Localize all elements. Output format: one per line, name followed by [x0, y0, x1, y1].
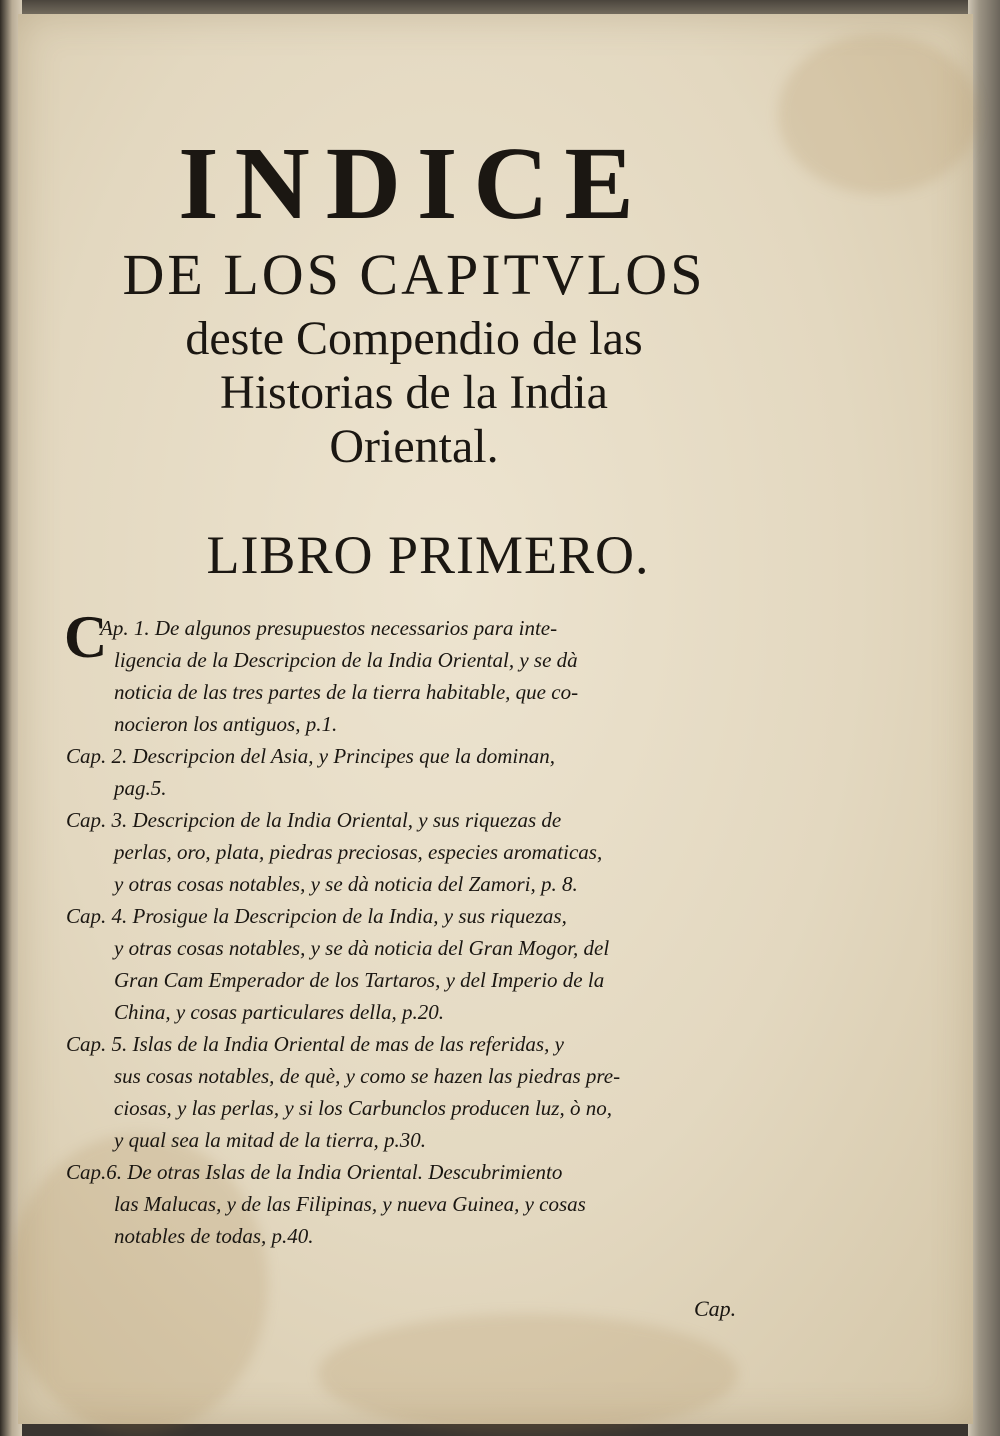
- entry-line: ligencia de la Descripcion de la India Oriental, y se dà: [114, 648, 578, 672]
- entry-line: noticia de las tres partes de la tierra habitable, que co-: [114, 680, 579, 704]
- entry-line: Cap. 5. Islas de la India Oriental de mas de las referidas, y: [66, 1032, 564, 1056]
- entry-line: Cap.6. De otras Islas de la India Oriental. Descubrimiento: [66, 1160, 563, 1184]
- entry-line: Ap. 1. De algunos presupuestos necessarios para inte-: [100, 616, 558, 640]
- subtitle-line: deste Compendio de las: [185, 312, 643, 365]
- subtitle-line: Historias de la India: [220, 365, 608, 419]
- entry-line: notables de todas, p.40.: [114, 1224, 314, 1248]
- chapter-entry: [66, 1028, 746, 1156]
- entry-line: y otras cosas notables, y se dà noticia del Zamori, p. 8.: [114, 872, 578, 896]
- title-subtitle: [64, 312, 764, 473]
- catchword: Cap.: [694, 1296, 737, 1321]
- entry-line: pag.5.: [114, 776, 167, 800]
- book-page: [18, 14, 973, 1424]
- title-de-los-capitulos: DE LOS CAPITVLOS: [122, 242, 706, 307]
- section-heading: LIBRO PRIMERO.: [206, 525, 650, 585]
- entry-line: Cap. 4. Prosigue la Descripcion de la India, y sus riquezas,: [66, 904, 567, 928]
- chapter-entry: [66, 804, 746, 900]
- entry-line: Cap. 3. Descripcion de la India Oriental, y sus riquezas de: [66, 808, 562, 832]
- chapter-entry: [66, 900, 746, 1028]
- entry-line: y qual sea la mitad de la tierra, p.30.: [114, 1128, 427, 1152]
- entry-line: sus cosas notables, de què, y como se hazen las piedras pre-: [114, 1064, 621, 1088]
- drop-cap: C: [64, 604, 108, 670]
- entry-line: China, y cosas particulares della, p.20.: [114, 1000, 444, 1024]
- chapter-entry: [64, 604, 746, 740]
- chapter-list: [64, 604, 746, 1252]
- subtitle-line: Oriental.: [329, 419, 499, 473]
- chapter-entry: [66, 1156, 746, 1252]
- entry-line: las Malucas, y de las Filipinas, y nueva Guinea, y cosas: [114, 1192, 586, 1216]
- page-content: [18, 14, 973, 1424]
- chapter-entry: [66, 740, 746, 804]
- entry-line: ciosas, y las perlas, y si los Carbunclos producen luz, ò no,: [114, 1096, 612, 1120]
- title-indice: INDICE: [178, 126, 650, 241]
- entry-line: Cap. 2. Descripcion del Asia, y Principes que la dominan,: [66, 744, 555, 768]
- entry-line: y otras cosas notables, y se dà noticia del Gran Mogor, del: [114, 936, 610, 960]
- entry-line: Gran Cam Emperador de los Tartaros, y del Imperio de la: [114, 968, 605, 992]
- entry-line: nocieron los antiguos, p.1.: [114, 712, 338, 736]
- entry-line: perlas, oro, plata, piedras preciosas, especies aromaticas,: [114, 840, 603, 864]
